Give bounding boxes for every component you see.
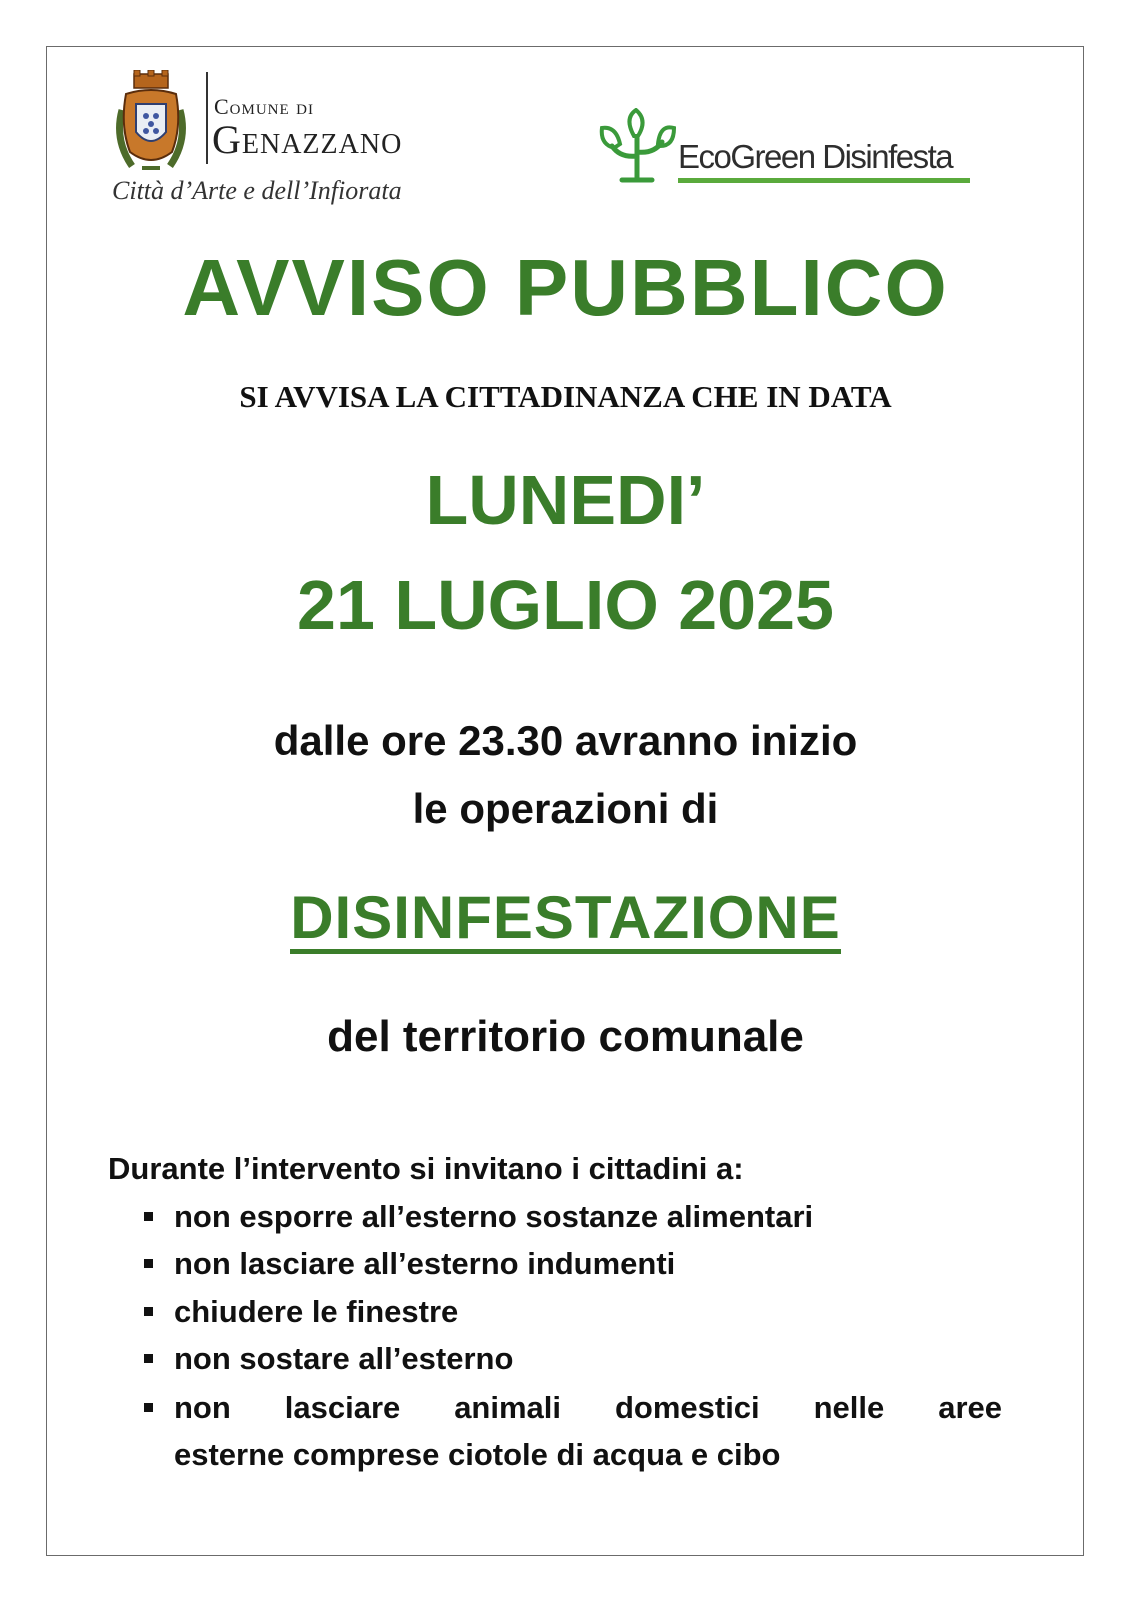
last-item-word: animali <box>454 1390 562 1425</box>
last-item-word: non <box>174 1390 231 1425</box>
operation-heading <box>0 884 1131 954</box>
notice-operations: le operazioni di <box>412 785 719 832</box>
notice-intro: SI AVVISA LA CITTADINANZA CHE IN DATA <box>239 379 892 414</box>
last-item-line-2: esterne comprese ciotole di acqua e cibo <box>174 1437 781 1472</box>
last-item-word: domestici <box>614 1390 760 1425</box>
list-item-text: non lasciare all’esterno indumenti <box>174 1246 676 1281</box>
operation-name: DISINFESTAZIONE <box>290 888 841 954</box>
notice-date: 21 LUGLIO 2025 <box>297 566 834 644</box>
notice-day: LUNEDI’ <box>425 461 706 539</box>
bullet-square-icon <box>144 1259 153 1268</box>
comune-motto: Città d’Arte e dell’Infiorata <box>112 176 402 205</box>
notice-title: AVVISO PUBBLICO <box>182 243 949 332</box>
logo-divider <box>206 72 208 164</box>
comune-name: Genazzano <box>212 117 403 162</box>
list-item-text: chiudere le finestre <box>174 1294 459 1329</box>
last-item-word: aree <box>938 1390 1002 1425</box>
last-item-word: lasciare <box>284 1390 401 1425</box>
comune-prefix: Comune di <box>214 94 314 119</box>
instructions-heading: Durante l’intervento si invitano i cittadini a: <box>108 1151 744 1186</box>
bullet-square-icon <box>144 1307 153 1316</box>
list-item-text: non sostare all’esterno <box>174 1341 514 1376</box>
tree-leaf-icon <box>598 108 676 186</box>
partner-name: EcoGreen Disinfesta <box>678 138 953 175</box>
partner-underline <box>678 178 970 183</box>
notice-scope: del territorio comunale <box>327 1012 804 1061</box>
bullet-square-icon <box>144 1354 153 1363</box>
last-item-line-1 <box>174 1392 1002 1423</box>
coat-of-arms-icon <box>112 70 190 176</box>
bullet-square-icon <box>144 1212 153 1221</box>
last-item-word: nelle <box>813 1390 885 1425</box>
list-item-text: non esporre all’esterno sostanze alimentari <box>174 1199 814 1234</box>
bullet-square-icon <box>144 1403 153 1412</box>
notice-times: dalle ore 23.30 avranno inizio <box>273 717 858 764</box>
